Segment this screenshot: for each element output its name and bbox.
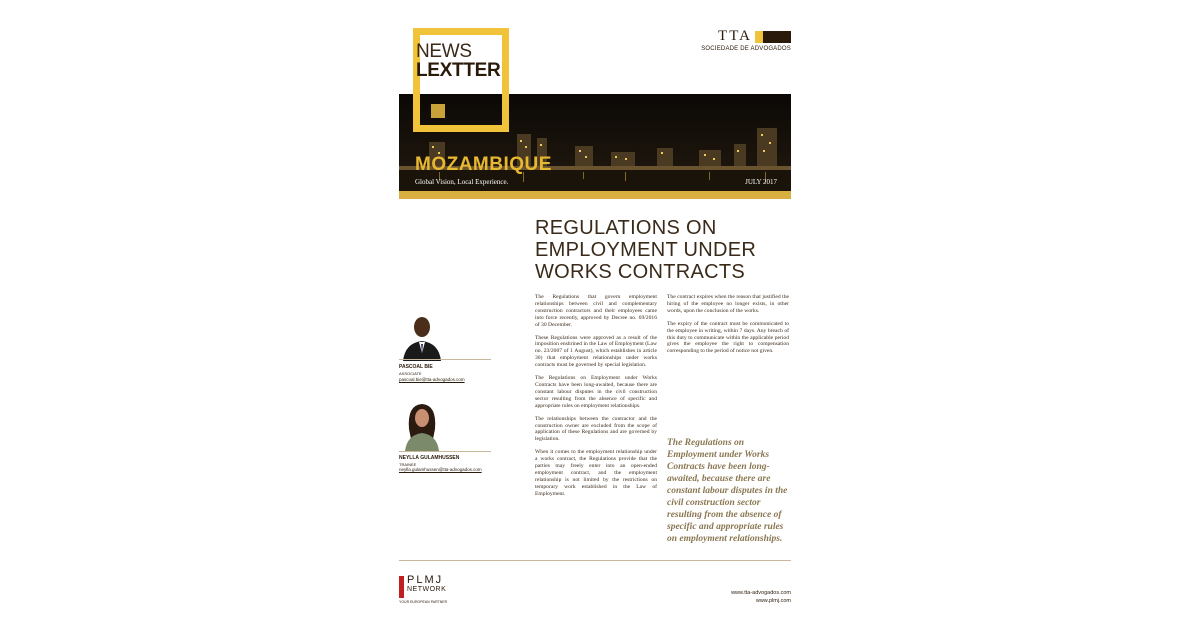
footer-url-plmj[interactable]: www.plmj.com — [755, 598, 791, 604]
network-logo-red-mark — [399, 576, 404, 598]
footer-url-tta[interactable]: www.tta-advogados.com — [731, 590, 791, 596]
tagline: Global Vision, Local Experience. — [415, 178, 509, 186]
logo-line-lextter: LEXTTER — [416, 60, 501, 81]
author-photo-2 — [401, 399, 443, 451]
country-title: MOZAMBIQUE — [415, 154, 552, 175]
paragraph: These Regulations were approved as a result of the imposition enshrined in the Law of Employment (Law no. 23/2007 of 1 August), which establishes in article 30) that employment relationships under works contracts must be governed by special legislation. — [535, 334, 657, 369]
article-column-1 — [535, 294, 657, 504]
paragraph: When it comes to the employment relationship under a works contract, the Regulations provide that the parties may freely enter into an open-ended employment contract, and the employment relationship is not limited by the restrictions on temporary work established in the Law of Employment. — [535, 449, 657, 497]
paragraph: The contract expires when the reason that justified the hiring of the employee no longer exists, in other words, upon the conclusion of the works. — [667, 294, 789, 314]
footer-links — [731, 589, 791, 605]
footer-rule — [399, 560, 791, 561]
author-divider-2 — [399, 451, 491, 452]
author-name-2: NEYLLA GULAMHUSSEN — [399, 455, 460, 461]
logo-gold-square — [431, 104, 445, 118]
network-sub: NETWORK — [407, 586, 447, 593]
paragraph: The relationships between the contractor and the construction owner are excluded from the scope of application of these Regulations and are governed by legislation. — [535, 415, 657, 443]
firm-logo-gold-bar — [755, 31, 763, 43]
paragraph: The Regulations on Employment under Works Contracts have been long-awaited, because there are constant labour disputes in the civil construction sector resulting from the absence of specific and appropriate rules on employment relationships. — [535, 375, 657, 409]
newsletter-page — [399, 20, 791, 615]
article-column-2 — [667, 294, 789, 361]
issue-date: JULY 2017 — [745, 178, 777, 186]
logo-line-news: NEWS — [416, 41, 472, 62]
author-photo-1 — [401, 309, 443, 361]
author-role-2: TRAINEE — [399, 462, 417, 467]
header-gold-rule — [399, 191, 791, 199]
author-divider-1 — [399, 359, 491, 360]
author-email-2[interactable]: neylla.gulamhussen@tta-advogados.com — [399, 467, 482, 472]
pull-quote: The Regulations on Employment under Works Contracts have been long-awaited, because there are constant labour disputes in the civil construction sector resulting from the absence of specific and appropriate rules on employment relationships. — [667, 438, 788, 544]
newsletter-logo — [416, 42, 500, 80]
firm-logo-dark-bar — [763, 31, 791, 43]
author-email-1[interactable]: pascoal.bie@tta-advogados.com — [399, 377, 465, 382]
article-title: REGULATIONS ON EMPLOYMENT UNDER WORKS CONTRACTS — [535, 217, 757, 283]
firm-name: TTA — [718, 28, 752, 44]
author-card-2 — [399, 397, 491, 477]
paragraph: The Regulations that govern employment relationships between civil and complementary construction contractors and their employees came into force recently, approved by Decree no. 69/2016 of 30 December. — [535, 294, 657, 328]
firm-logo — [701, 28, 791, 52]
author-role-1: ASSOCIATE — [399, 371, 422, 376]
author-card-1 — [399, 307, 491, 387]
paragraph: The expiry of the contract must be communicated to the employee in writing, within 7 days. Any breach of this duty to communicate within the applicable period gives the employee the right to compensation corresponding to the period of notice not given. — [667, 320, 789, 355]
network-name: PLMJ — [407, 574, 444, 586]
author-name-1: PASCOAL BIE — [399, 364, 433, 370]
network-tag: YOUR EUROPEAN PARTNER — [399, 600, 448, 604]
firm-subtitle: SOCIEDADE DE ADVOGADOS — [701, 46, 791, 52]
